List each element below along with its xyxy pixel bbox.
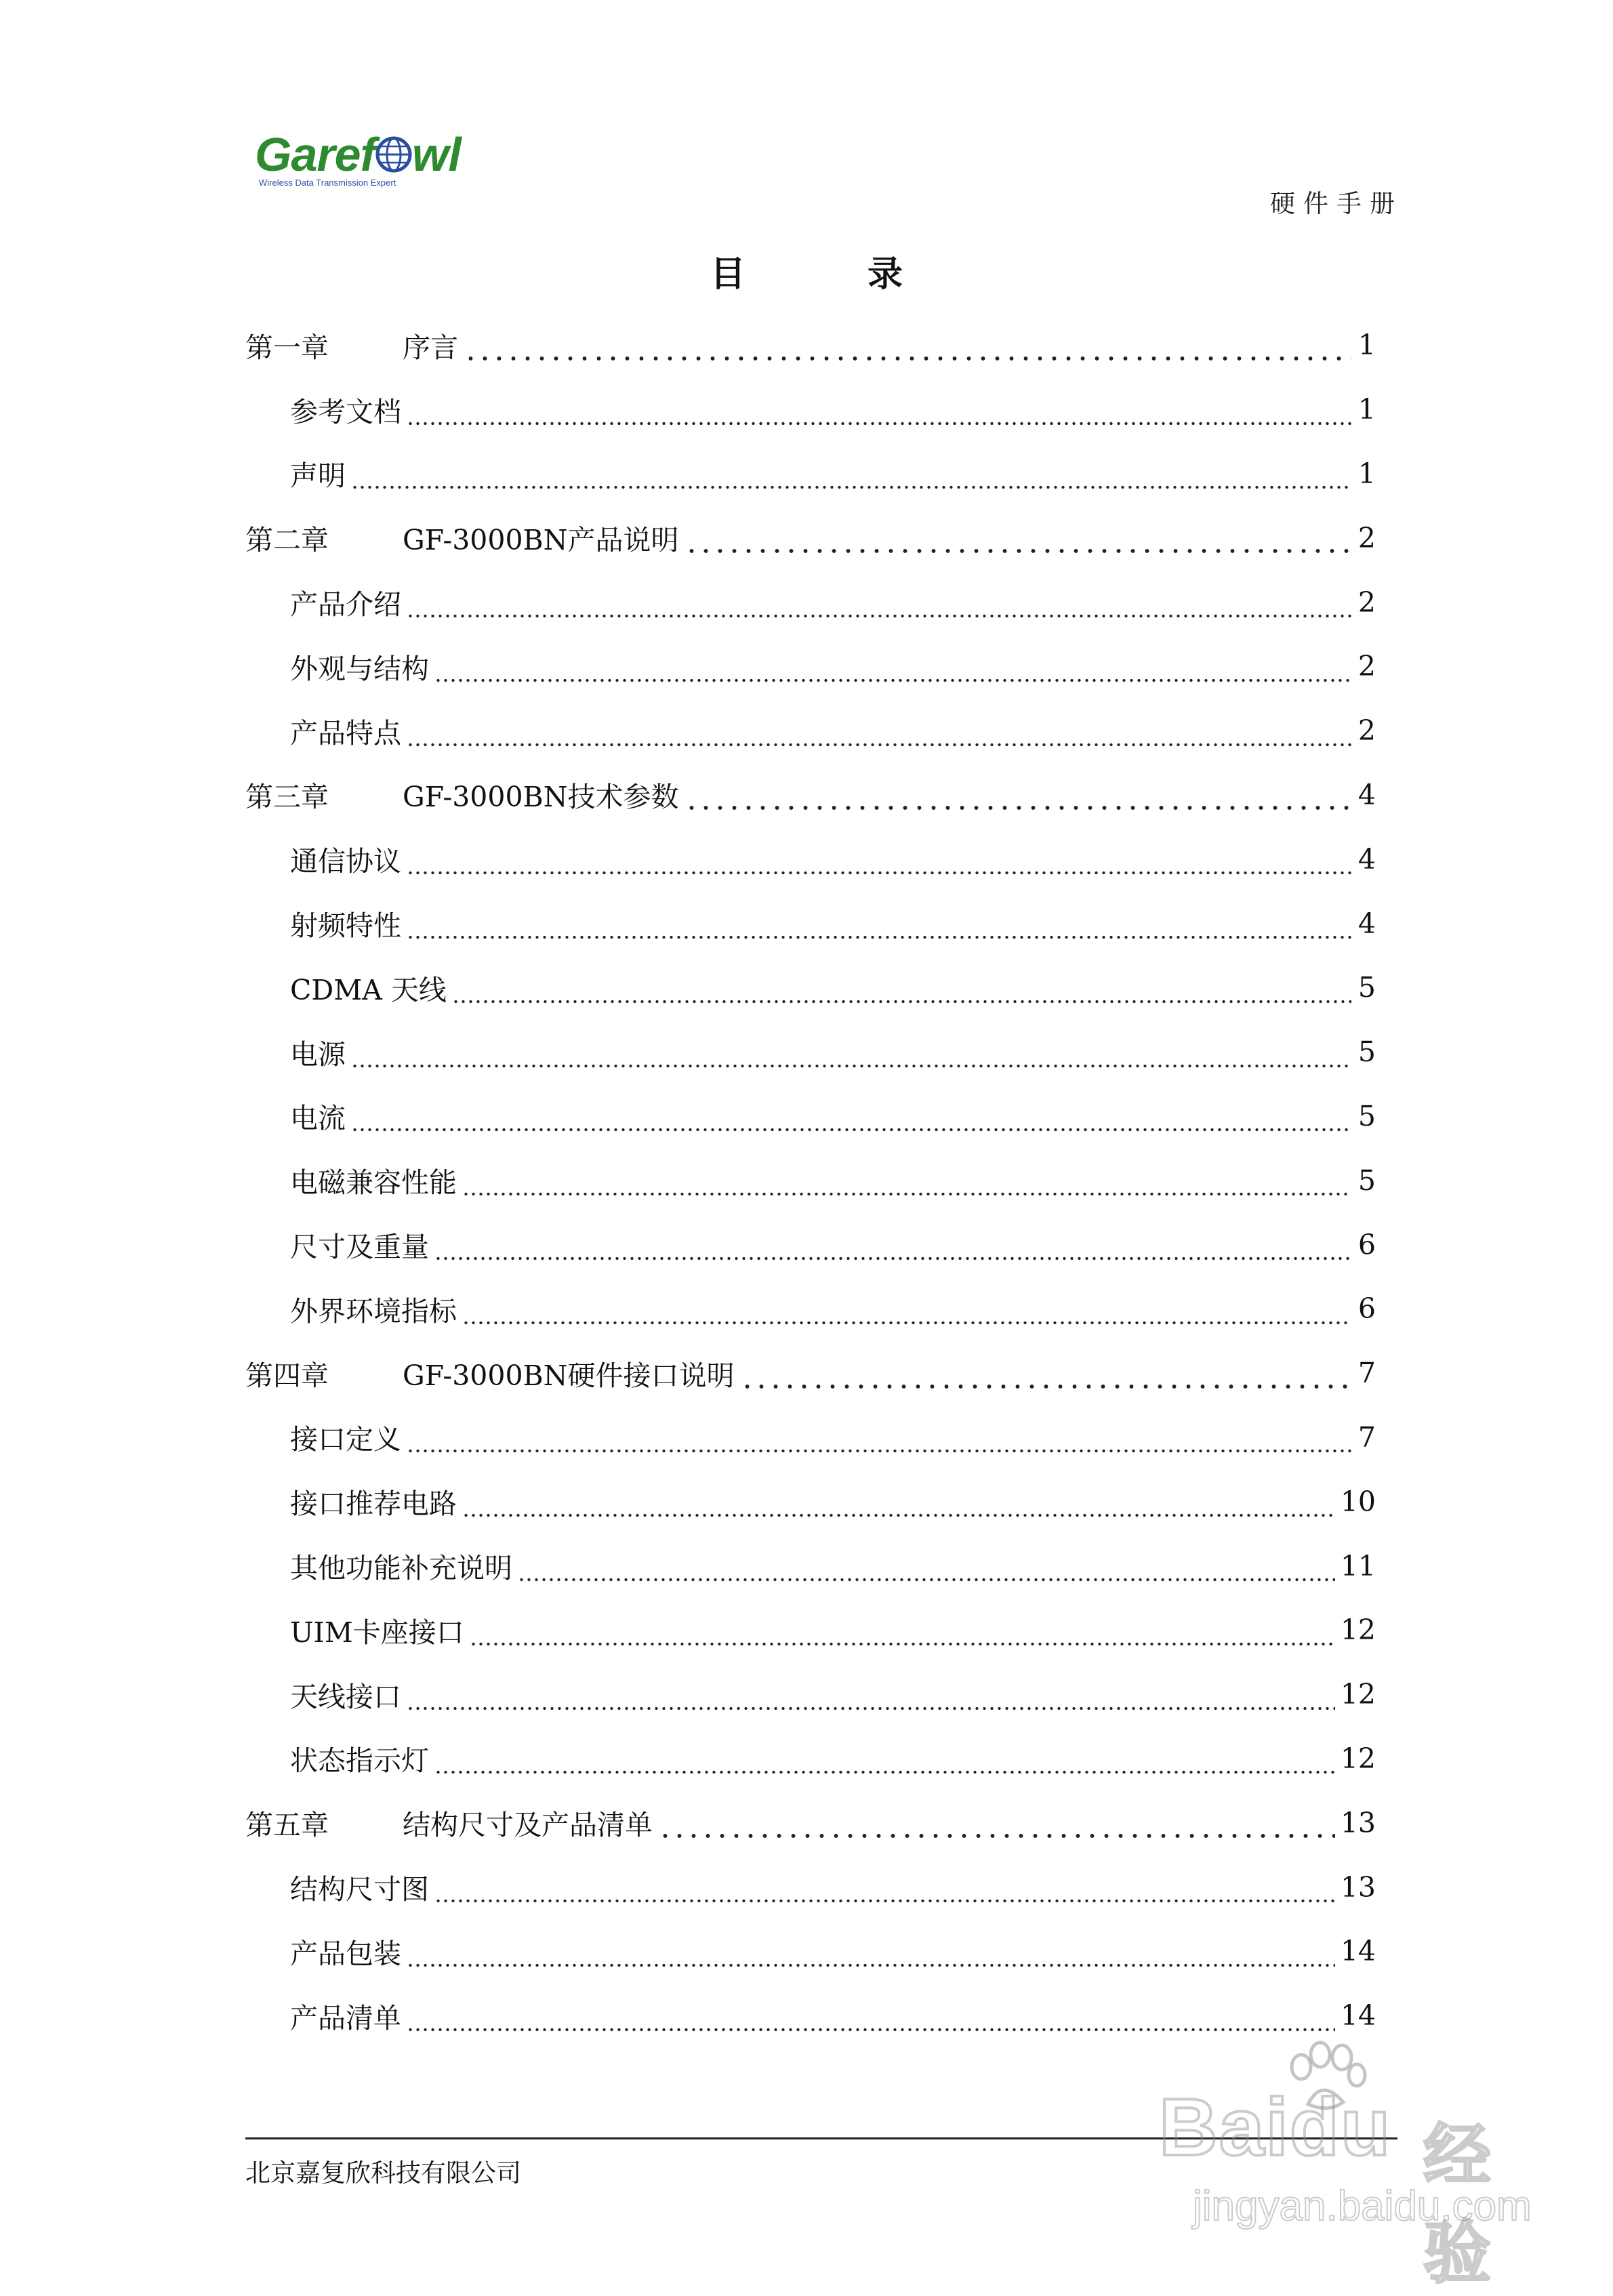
toc-page-number: 12 (1340, 1742, 1376, 1775)
toc-entry-label (290, 1931, 401, 1971)
toc-page-number: 1 (1357, 393, 1376, 426)
toc-section-row[interactable] (245, 1406, 1376, 1470)
toc-section-row[interactable] (245, 1598, 1376, 1662)
toc-page-number: 6 (1357, 1228, 1376, 1261)
toc-chapter-number: 第四章 (245, 1359, 329, 1392)
toc-chapter-row[interactable] (245, 763, 1376, 827)
toc-page-number: 5 (1357, 1036, 1376, 1069)
toc-page-number: 5 (1357, 971, 1376, 1004)
toc-leader-dots (462, 1172, 1351, 1197)
toc-entry-title: 产品介绍 (290, 588, 401, 621)
toc-leader-dots (434, 658, 1351, 683)
toc-entry-title: 结构尺寸图 (290, 1873, 429, 1906)
toc-chapter-row[interactable] (245, 1790, 1376, 1855)
toc-entry-title: 电流 (290, 1102, 346, 1135)
toc-entry-label (290, 1867, 429, 1907)
toc-entry-label (290, 453, 346, 493)
toc-section-row[interactable] (245, 1148, 1376, 1212)
toc-chapter-row[interactable] (245, 313, 1376, 377)
toc-page-number: 13 (1340, 1806, 1376, 1839)
toc-entry-title: 天线接口 (290, 1680, 401, 1713)
toc-leader-dots (351, 1044, 1351, 1069)
toc-entry-label (290, 1417, 401, 1457)
toc-section-row[interactable] (245, 1534, 1376, 1598)
footer-company: 北京嘉复欣科技有限公司 (245, 2158, 521, 2188)
toc-entry-label (290, 1160, 457, 1200)
toc-leader-dots (407, 850, 1351, 876)
toc-leader-dots (434, 1750, 1335, 1775)
toc-entry-label (290, 1546, 512, 1586)
toc-entry-label (290, 1996, 401, 2036)
toc-leader-dots (407, 722, 1351, 747)
toc-leader-dots (470, 1622, 1335, 1647)
toc-leader-dots (740, 1365, 1351, 1390)
toc-entry-label (245, 325, 458, 365)
toc-leader-dots (351, 466, 1351, 491)
toc-entry-title: 电磁兼容性能 (290, 1166, 457, 1200)
toc-page-number: 10 (1340, 1485, 1376, 1518)
toc-entry-label (290, 1225, 429, 1265)
toc-entry-label (290, 903, 401, 943)
toc-entry-label (245, 1803, 653, 1843)
toc-entry-title: 外界环境指标 (290, 1294, 457, 1328)
toc-entry-title: 射频特性 (290, 909, 401, 943)
toc-entry-title: GF-3000BN硬件接口说明 (403, 1359, 735, 1392)
toc-page-number: 14 (1340, 1935, 1376, 1968)
toc-entry-title: 参考文档 (290, 395, 401, 428)
toc-entry-label (290, 1675, 401, 1715)
company-logo (255, 127, 472, 202)
toc-leader-dots (658, 1814, 1335, 1839)
toc-entry-label (290, 1738, 429, 1778)
watermark-brand: Baidu (1159, 2082, 1392, 2173)
toc-section-row[interactable] (245, 1984, 1376, 2048)
toc-section-row[interactable] (245, 1212, 1376, 1277)
toc-page-number: 2 (1357, 586, 1376, 619)
toc-entry-label (290, 647, 429, 686)
document-type: 硬件手册 (1270, 189, 1403, 218)
toc-entry-label (290, 1032, 346, 1072)
toc-entry-title: 状态指示灯 (290, 1744, 429, 1778)
toc-entry-label (290, 582, 401, 622)
toc-section-row[interactable] (245, 1084, 1376, 1149)
toc-page-number: 5 (1357, 1099, 1376, 1132)
toc-entry-label (290, 1610, 464, 1650)
toc-section-row[interactable] (245, 1662, 1376, 1727)
toc-page-number: 1 (1357, 329, 1376, 362)
toc-page-number: 4 (1357, 842, 1376, 876)
toc-section-row[interactable] (245, 1727, 1376, 1791)
toc-page-number: 2 (1357, 650, 1376, 683)
toc-entry-title: 外观与结构 (290, 652, 429, 685)
toc-chapter-number: 第五章 (245, 1809, 329, 1842)
toc-leader-dots (685, 529, 1351, 554)
toc-page-number: 13 (1340, 1870, 1376, 1904)
toc-chapter-number: 第二章 (245, 524, 329, 557)
toc-leader-dots (685, 787, 1351, 812)
toc-entry-label (290, 711, 401, 751)
toc-leader-dots (407, 915, 1351, 940)
toc-section-row[interactable] (245, 442, 1376, 506)
toc-entry-title: 通信协议 (290, 845, 401, 878)
toc-leader-dots (452, 979, 1351, 1004)
toc-entry-title: GF-3000BN产品说明 (403, 524, 679, 557)
toc-section-row[interactable] (245, 699, 1376, 763)
toc-page-number: 5 (1357, 1164, 1376, 1197)
toc-page-number: 14 (1340, 1999, 1376, 2032)
toc-page-number: 2 (1357, 521, 1376, 554)
toc-entry-label (290, 390, 401, 430)
toc-entry-label (245, 518, 679, 558)
toc-section-row[interactable] (245, 1277, 1376, 1341)
toc-entry-label (290, 1096, 346, 1136)
toc-page-number: 4 (1357, 778, 1376, 811)
toc-section-row[interactable] (245, 956, 1376, 1020)
globe-icon (375, 134, 412, 173)
logo-tagline: Wireless Data Transmission Expert (259, 178, 396, 188)
toc-section-row[interactable] (245, 891, 1376, 956)
toc-entry-title: 结构尺寸及产品清单 (403, 1809, 653, 1842)
table-of-contents (245, 313, 1376, 2048)
toc-leader-dots (407, 594, 1351, 619)
toc-page-number: 4 (1357, 907, 1376, 940)
toc-page-number: 11 (1340, 1549, 1376, 1582)
toc-leader-dots (434, 1236, 1351, 1261)
toc-entry-title: 声明 (290, 459, 346, 493)
toc-entry-title: 尺寸及重量 (290, 1231, 429, 1264)
toc-leader-dots (464, 337, 1351, 362)
toc-leader-dots (462, 1300, 1351, 1326)
toc-page-number: 6 (1357, 1292, 1376, 1326)
toc-entry-label (290, 1481, 457, 1521)
toc-entry-title: CDMA 天线 (290, 973, 447, 1006)
toc-entry-title: 产品清单 (290, 2001, 401, 2034)
toc-chapter-number: 第一章 (245, 331, 329, 364)
toc-entry-label (245, 1353, 735, 1393)
toc-page-number: 2 (1357, 714, 1376, 747)
toc-page-number: 7 (1357, 1357, 1376, 1390)
toc-entry-label (245, 775, 679, 815)
toc-entry-title: 序言 (403, 331, 458, 364)
toc-entry-title: 接口定义 (290, 1423, 401, 1456)
toc-chapter-row[interactable] (245, 1341, 1376, 1406)
toc-leader-dots (351, 1108, 1351, 1133)
toc-entry-title: GF-3000BN技术参数 (403, 781, 679, 814)
toc-entry-title: 产品特点 (290, 716, 401, 750)
toc-section-row[interactable] (245, 1919, 1376, 1984)
toc-leader-dots (407, 401, 1351, 426)
toc-chapter-number: 第三章 (245, 781, 329, 814)
toc-leader-dots (434, 1879, 1335, 1904)
toc-entry-title: 接口推荐电路 (290, 1488, 457, 1521)
logo-wordmark (255, 127, 472, 182)
toc-leader-dots (407, 1686, 1335, 1711)
toc-page-number: 12 (1340, 1678, 1376, 1711)
logo-word-right: wl (411, 128, 461, 181)
toc-entry-label (290, 1289, 457, 1329)
toc-page-number: 1 (1357, 457, 1376, 490)
toc-section-row[interactable] (245, 570, 1376, 634)
toc-section-row[interactable] (245, 1020, 1376, 1084)
toc-section-row[interactable] (245, 827, 1376, 891)
toc-entry-title: 其他功能补充说明 (290, 1552, 512, 1585)
toc-entry-title: UIM卡座接口 (290, 1616, 464, 1649)
toc-section-row[interactable] (245, 1855, 1376, 1919)
toc-entry-title: 电源 (290, 1038, 346, 1071)
toc-leader-dots (407, 1429, 1351, 1454)
toc-leader-dots (407, 1943, 1335, 1968)
toc-leader-dots (407, 2007, 1335, 2032)
logo-word-left: Garef (255, 128, 375, 181)
toc-leader-dots (518, 1557, 1335, 1582)
toc-section-row[interactable] (245, 1469, 1376, 1534)
toc-section-row[interactable] (245, 634, 1376, 699)
toc-entry-label (290, 839, 401, 879)
toc-title: 目录 (710, 253, 1025, 295)
toc-leader-dots (462, 1493, 1335, 1518)
toc-chapter-row[interactable] (245, 506, 1376, 570)
toc-page-number: 7 (1357, 1420, 1376, 1454)
baidu-watermark (1152, 2040, 1532, 2293)
watermark-cn: 经验 (1423, 2115, 1491, 2293)
toc-entry-title: 产品包装 (290, 1937, 401, 1970)
toc-section-row[interactable] (245, 377, 1376, 442)
watermark-url: jingyan.baidu.com (1193, 2183, 1532, 2230)
toc-page-number: 12 (1340, 1614, 1376, 1647)
toc-entry-label (290, 968, 447, 1008)
